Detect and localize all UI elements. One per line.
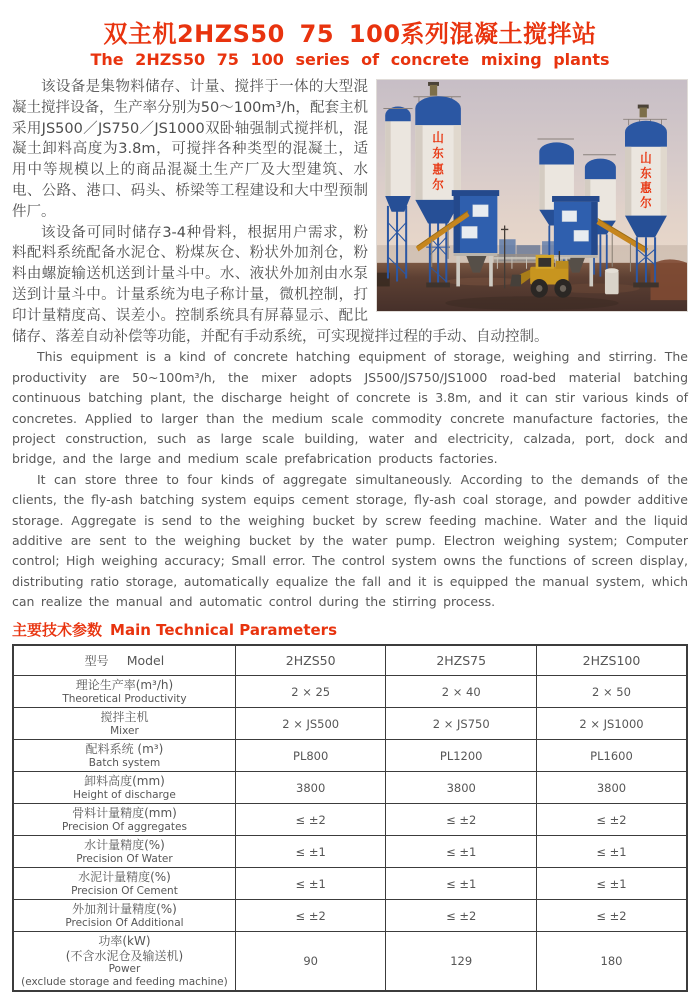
param-value-cell: ≤ ±1 bbox=[386, 836, 537, 868]
page-title-cn: 双主机2HZS50 75 100系列混凝土搅拌站 bbox=[103, 20, 597, 48]
intro-paragraph-cn-1: 该设备是集物料储存、计量、搅拌于一体的大型混凝土搅拌设备，生产率分别为50～100m³/h，配套主机采用JS500／JS750／JS1000双卧轴强制式搅拌机，混凝土卸料高度为3.8m，可搅拌各种类型的混凝土，适用中等规模以上的商品混凝土生产厂及大型建筑、水电、公路、港口、码头、桥梁等工程建设和大中型预制件厂。 bbox=[12, 79, 368, 220]
svg-text:东: 东 bbox=[640, 165, 652, 181]
param-label-cell: 功率(kW) (不含水泥仓及输送机) Power (exclude storage and feeding machine) bbox=[13, 932, 235, 992]
model-cell: 2HZS100 bbox=[536, 645, 687, 676]
param-value-cell: 90 bbox=[235, 932, 386, 992]
svg-text:尔: 尔 bbox=[640, 195, 652, 210]
param-value-cell: 2 × 50 bbox=[536, 676, 687, 708]
section-header-parameters bbox=[12, 619, 688, 640]
table-row-productivity bbox=[13, 676, 687, 708]
white-tank bbox=[605, 268, 619, 294]
param-value-cell: ≤ ±2 bbox=[235, 804, 386, 836]
param-value-cell: 2 × 25 bbox=[235, 676, 386, 708]
svg-text:东: 东 bbox=[432, 146, 444, 161]
param-label-cell: 水计量精度(%) Precision Of Water bbox=[13, 836, 235, 868]
param-value-cell: ≤ ±1 bbox=[536, 868, 687, 900]
svg-text:山: 山 bbox=[432, 130, 444, 146]
model-cell: 2HZS75 bbox=[386, 645, 537, 676]
svg-text:山: 山 bbox=[640, 151, 652, 166]
section-header-en: Main Technical Parameters bbox=[110, 620, 337, 639]
param-value-cell: 3800 bbox=[386, 772, 537, 804]
param-value-cell: 2 × JS750 bbox=[386, 708, 537, 740]
param-value-cell: ≤ ±2 bbox=[386, 804, 537, 836]
table-row-discharge-height bbox=[13, 772, 687, 804]
svg-text:尔: 尔 bbox=[432, 177, 444, 193]
param-label-cell: 配料系统 (m³) Batch system bbox=[13, 740, 235, 772]
page-title-en: The 2HZS50 75 100 series of concrete mixing plants bbox=[90, 50, 610, 69]
silo-brand-text bbox=[640, 151, 653, 210]
param-value-cell: ≤ ±1 bbox=[386, 868, 537, 900]
param-value-cell: 3800 bbox=[536, 772, 687, 804]
param-label-cell: 水泥计量精度(%) Precision Of Cement bbox=[13, 868, 235, 900]
param-label-cell: 理论生产率(m³/h) Theoretical Productivity bbox=[13, 676, 235, 708]
param-value-cell: ≤ ±2 bbox=[235, 900, 386, 932]
intro-paragraph-en-2: It can store three to four kinds of aggregate simultaneously. According to the demands of the clients, the fly-ash batching system equips cement storage, fly-ash coal storage, and powder additive storage. Aggregate is send to the weighing bucket by screw feeding machine. Water and the liquid additive are sent to the weighing bucket by the water pump. Electron weighing system; Computer control; High weighing accuracy; Small error. The control system owns the functions of screen display, distributing ratio storage, automatically equalize the fall and it is equipped the manual system, which can realize the manual and automatic control during the stirring process. bbox=[12, 471, 689, 610]
table-header-row bbox=[13, 645, 687, 676]
loader-bucket bbox=[510, 275, 521, 287]
param-value-cell: ≤ ±2 bbox=[536, 804, 687, 836]
param-value-cell: 2 × JS500 bbox=[235, 708, 386, 740]
param-value-cell: 3800 bbox=[235, 772, 386, 804]
param-label-cell: 骨料计量精度(mm) Precision Of aggregates bbox=[13, 804, 235, 836]
table-row-batch-system bbox=[13, 740, 687, 772]
left-mixing-building bbox=[452, 190, 499, 286]
intro-paragraph-en-1: This equipment is a kind of concrete hatching equipment of storage, weighing and stirring. The productivity are 50~100m³/h, the mixer adopts JS500/JS750/JS1000 road-bed material batching continuous batching plant, the discharge height of concrete is 3.8m, and it can stir various kinds of concretes. Applied to larger than the medium scale commodity concrete manufacture factories, the project construction, such as large scale building, water and electricity, calzada, port, dock and bridge, and the large and medium scale prefabrication products factories. bbox=[12, 349, 688, 467]
param-value-cell: ≤ ±2 bbox=[386, 900, 537, 932]
intro-paragraph-cn-2: 该设备可同时储存3-4种骨料，根据用户需求，粉料配料系统配备水泥仓、粉煤灰仓、粉状外加剂仓，粉料由螺旋输送机送到计量斗中。水、液状外加剂由水泵送到计量斗中。计量系统为电子称计量，微机控制，打印计量精度高、误差小。控制系统具有屏幕显示、配比储存、落差自动补偿等功能，并配有手动系统，可实现搅拌过程的手动、自动控制。 bbox=[12, 224, 549, 345]
param-label-cell: 外加剂计量精度(%) Precision Of Additional bbox=[13, 900, 235, 932]
model-label-cell: 型号 Model bbox=[13, 645, 235, 676]
mixing-plant-illustration bbox=[377, 80, 687, 311]
param-value-cell: ≤ ±1 bbox=[536, 836, 687, 868]
table-row-cement-precision bbox=[13, 868, 687, 900]
param-value-cell: 129 bbox=[386, 932, 537, 992]
table-row-additive-precision bbox=[13, 900, 687, 932]
param-value-cell: PL800 bbox=[235, 740, 386, 772]
parameters-table bbox=[12, 644, 688, 992]
param-value-cell: 2 × JS1000 bbox=[536, 708, 687, 740]
param-value-cell: ≤ ±1 bbox=[235, 836, 386, 868]
param-label-cell: 搅拌主机 Mixer bbox=[13, 708, 235, 740]
param-value-cell: ≤ ±2 bbox=[536, 900, 687, 932]
table-row-aggregate-precision bbox=[13, 804, 687, 836]
param-value-cell: PL1600 bbox=[536, 740, 687, 772]
svg-text:惠: 惠 bbox=[640, 180, 652, 196]
silo-brand-text bbox=[432, 131, 445, 193]
model-cell: 2HZS50 bbox=[235, 645, 386, 676]
svg-text:惠: 惠 bbox=[432, 161, 444, 177]
intro-section bbox=[12, 77, 688, 613]
param-value-cell: ≤ ±1 bbox=[235, 868, 386, 900]
table-row-mixer bbox=[13, 708, 687, 740]
param-value-cell: 180 bbox=[536, 932, 687, 992]
table-row-power bbox=[13, 932, 687, 992]
plant-photo bbox=[376, 79, 688, 312]
param-value-cell: PL1200 bbox=[386, 740, 537, 772]
param-label-cell: 卸料高度(mm) Height of discharge bbox=[13, 772, 235, 804]
section-header-cn: 主要技术参数 bbox=[12, 620, 103, 639]
param-value-cell: 2 × 40 bbox=[386, 676, 537, 708]
table-row-water-precision bbox=[13, 836, 687, 868]
